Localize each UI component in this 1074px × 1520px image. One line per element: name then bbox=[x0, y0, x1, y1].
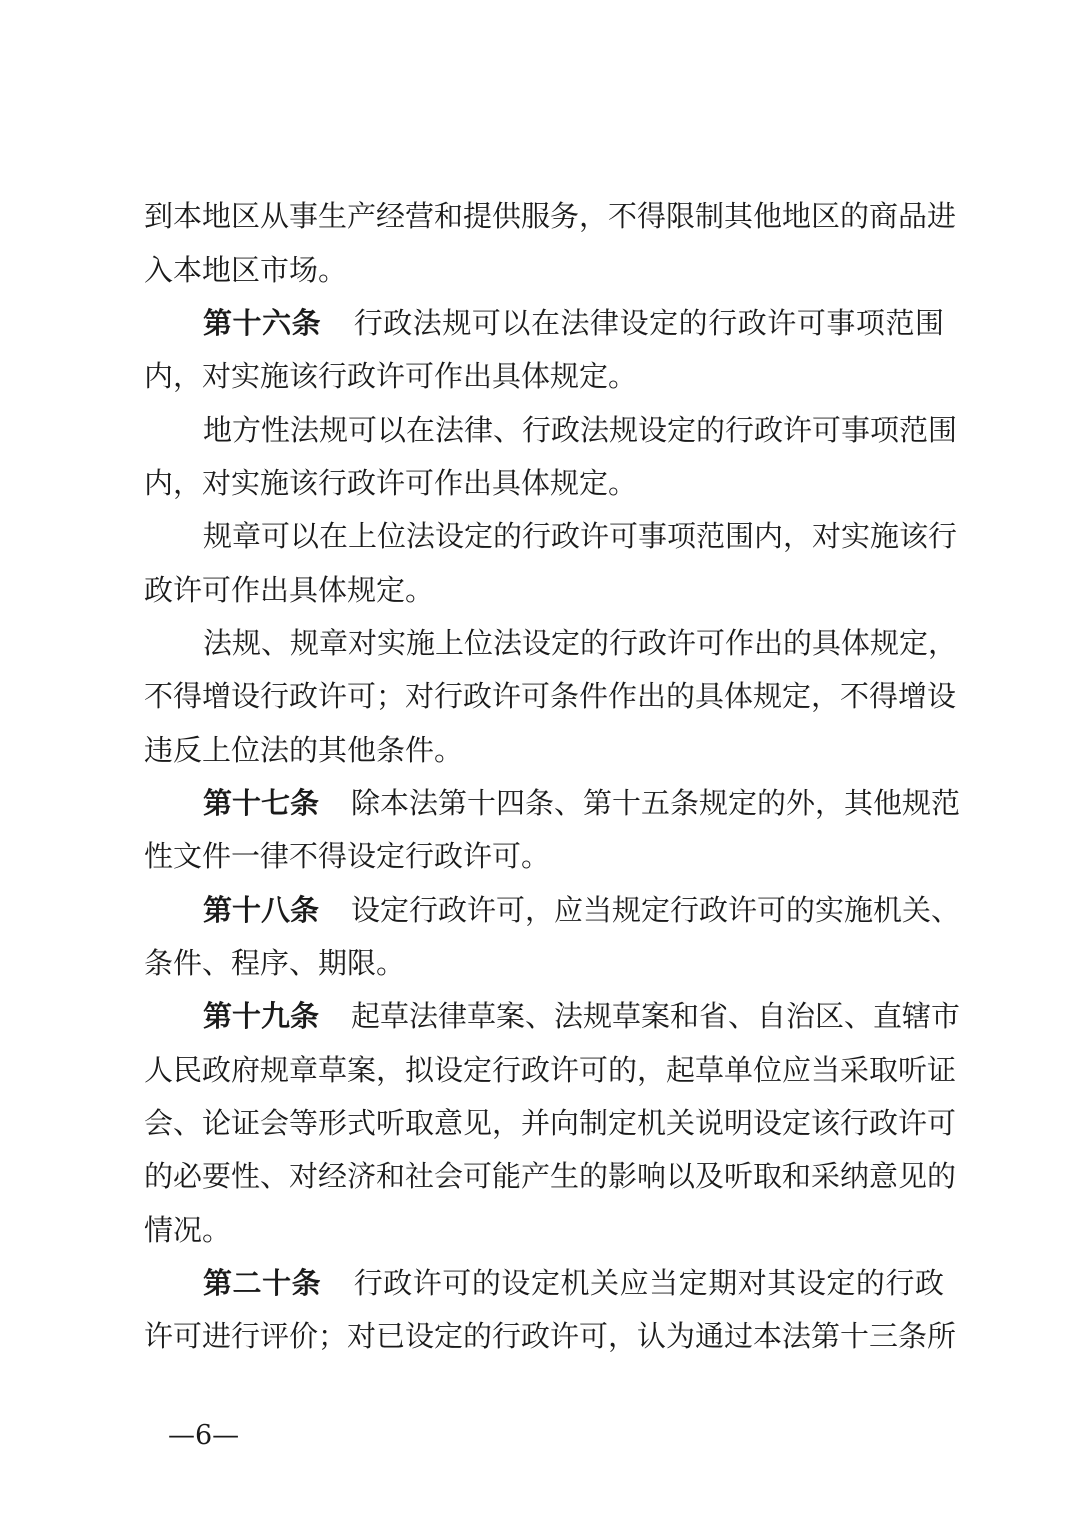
article-heading: 第十九条 bbox=[203, 999, 320, 1033]
article-text: 行政法规可以在法律设定的行政许可事项范围 bbox=[353, 306, 944, 340]
page-number: —6— bbox=[168, 1420, 240, 1451]
article-20-line bbox=[203, 1263, 944, 1303]
text-line: 到本地区从事生产经营和提供服务，不得限制其他地区的商品进 bbox=[144, 199, 957, 233]
article-text: 起草法律草案、法规草案和省、自治区、直辖市 bbox=[351, 999, 961, 1033]
article-text: 除本法第十四条、第十五条规定的外，其他规范 bbox=[351, 786, 961, 820]
text-line: 的必要性、对经济和社会可能产生的影响以及听取和采纳意见的 bbox=[144, 1159, 957, 1193]
text-line: 许可进行评价；对已设定的行政许可，认为通过本法第十三条所 bbox=[144, 1319, 957, 1353]
text-line: 违反上位法的其他条件。 bbox=[144, 733, 464, 767]
article-19-line bbox=[203, 996, 961, 1036]
article-18-line bbox=[203, 890, 961, 930]
article-text: 行政许可的设定机关应当定期对其设定的行政 bbox=[353, 1266, 944, 1300]
text-line: 入本地区市场。 bbox=[144, 253, 348, 287]
text-line: 条件、程序、期限。 bbox=[144, 946, 406, 980]
text-line: 政许可作出具体规定。 bbox=[144, 573, 435, 607]
text-line: 会、论证会等形式听取意见，并向制定机关说明设定该行政许可 bbox=[144, 1106, 957, 1140]
article-heading: 第十八条 bbox=[203, 893, 320, 927]
article-heading: 第十七条 bbox=[203, 786, 320, 820]
text-line: 内，对实施该行政许可作出具体规定。 bbox=[144, 359, 638, 393]
article-16-line bbox=[203, 303, 944, 343]
text-line: 内，对实施该行政许可作出具体规定。 bbox=[144, 466, 638, 500]
article-text: 设定行政许可，应当规定行政许可的实施机关、 bbox=[351, 893, 961, 927]
text-line: 性文件一律不得设定行政许可。 bbox=[144, 839, 551, 873]
article-heading: 第二十条 bbox=[203, 1266, 322, 1300]
text-line: 法规、规章对实施上位法设定的行政许可作出的具体规定， bbox=[203, 626, 958, 660]
text-line: 人民政府规章草案，拟设定行政许可的，起草单位应当采取听证 bbox=[144, 1053, 957, 1087]
article-heading: 第十六条 bbox=[203, 306, 322, 340]
text-line: 不得增设行政许可；对行政许可条件作出的具体规定，不得增设 bbox=[144, 679, 957, 713]
text-line: 情况。 bbox=[144, 1213, 232, 1247]
article-17-line bbox=[203, 783, 961, 823]
text-line: 地方性法规可以在法律、行政法规设定的行政许可事项范围 bbox=[203, 413, 958, 447]
text-line: 规章可以在上位法设定的行政许可事项范围内，对实施该行 bbox=[203, 519, 958, 553]
